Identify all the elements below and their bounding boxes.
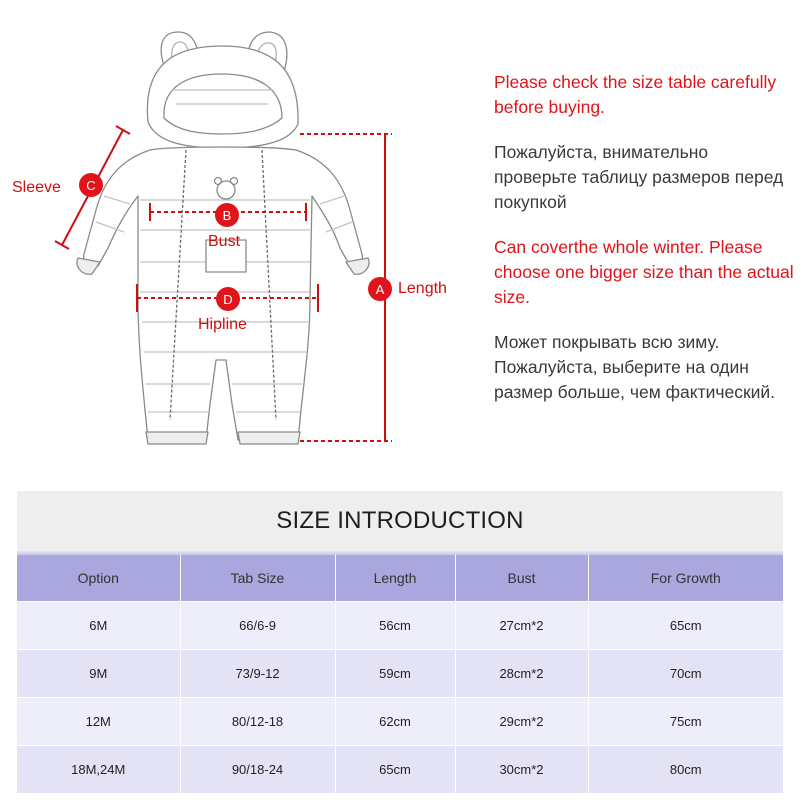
cell-tab-size: 66/6-9 xyxy=(180,602,335,650)
col-bust: Bust xyxy=(455,555,588,602)
cell-bust: 30cm*2 xyxy=(455,746,588,794)
table-row xyxy=(17,698,783,746)
size-introduction xyxy=(17,491,783,785)
sleeve-label: Sleeve xyxy=(12,179,61,196)
cell-bust: 28cm*2 xyxy=(455,650,588,698)
note-check-size-en: Please check the size table carefully before buying. xyxy=(494,72,777,117)
cell-for-growth: 65cm xyxy=(588,602,783,650)
cell-length: 56cm xyxy=(335,602,455,650)
cell-bust: 29cm*2 xyxy=(455,698,588,746)
cell-option: 12M xyxy=(17,698,180,746)
cell-for-growth: 70cm xyxy=(588,650,783,698)
table-header-row xyxy=(17,555,783,602)
notes-panel xyxy=(494,70,794,425)
cell-length: 65cm xyxy=(335,746,455,794)
marker-b: B xyxy=(222,208,232,223)
cell-length: 59cm xyxy=(335,650,455,698)
col-option: Option xyxy=(17,555,180,602)
cell-tab-size: 73/9-12 xyxy=(180,650,335,698)
cell-option: 6M xyxy=(17,602,180,650)
marker-a: A xyxy=(375,282,385,297)
cell-tab-size: 90/18-24 xyxy=(180,746,335,794)
garment-diagram xyxy=(0,0,480,470)
table-row xyxy=(17,746,783,794)
cell-option: 9M xyxy=(17,650,180,698)
cell-option: 18M,24M xyxy=(17,746,180,794)
marker-c: C xyxy=(86,178,96,193)
note-check-size-ru: Пожалуйста, внимательно проверьте таблицу размеров перед покупкой xyxy=(494,142,784,212)
cell-for-growth: 80cm xyxy=(588,746,783,794)
size-table-title: SIZE INTRODUCTION xyxy=(17,491,783,551)
table-row xyxy=(17,602,783,650)
cell-length: 62cm xyxy=(335,698,455,746)
cell-for-growth: 75cm xyxy=(588,698,783,746)
col-tab-size: Tab Size xyxy=(180,555,335,602)
cell-bust: 27cm*2 xyxy=(455,602,588,650)
note-winter-en: Can coverthe whole winter. Please choose one bigger size than the actual size. xyxy=(494,237,794,307)
marker-d: D xyxy=(223,292,233,307)
bust-label: Bust xyxy=(208,233,241,250)
note-winter-ru: Может покрывать всю зиму. Пожалуйста, выберите на один размер больше, чем фактический. xyxy=(494,332,776,402)
col-for-growth: For Growth xyxy=(588,555,783,602)
cell-tab-size: 80/12-18 xyxy=(180,698,335,746)
hipline-label: Hipline xyxy=(198,316,247,333)
size-table xyxy=(17,555,783,793)
length-label: Length xyxy=(398,280,447,297)
col-length: Length xyxy=(335,555,455,602)
table-row xyxy=(17,650,783,698)
